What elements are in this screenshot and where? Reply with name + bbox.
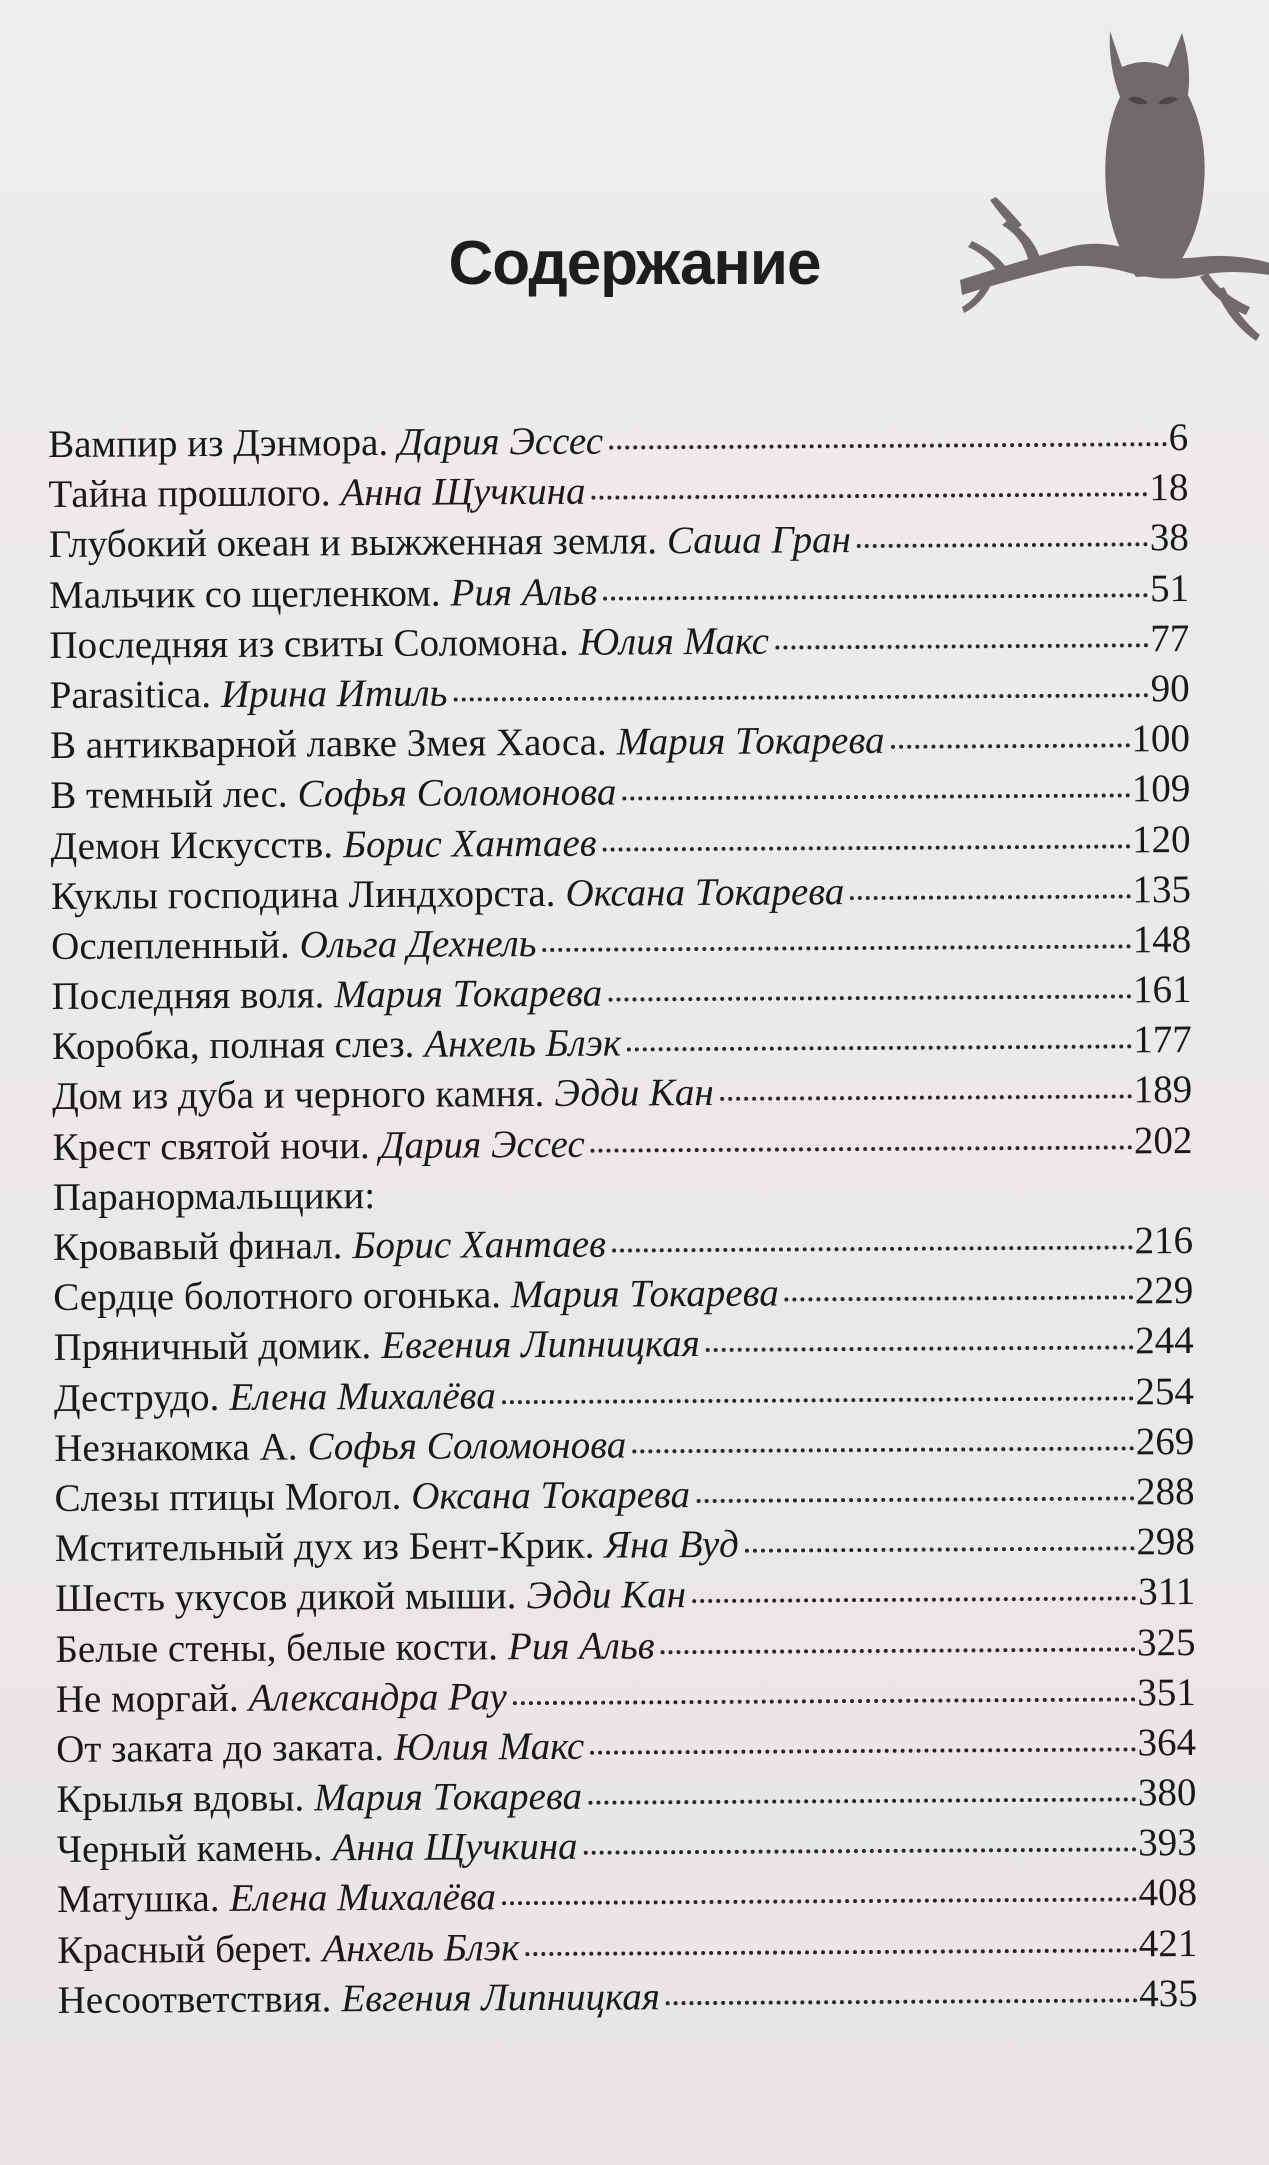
toc-entry	[48, 463, 1188, 520]
dot-leader	[584, 1838, 1137, 1855]
toc-entry-title: Мстительный дух из Бент-Крик.	[54, 1523, 595, 1571]
toc-entry-author: Елена Михалёва	[229, 1875, 497, 1921]
toc-entry-page-number: 325	[1136, 1620, 1196, 1664]
toc-entry-author: Ирина Итиль	[220, 671, 448, 716]
dot-leader	[591, 1135, 1132, 1152]
toc-entry-page-number: 364	[1137, 1720, 1197, 1765]
toc-entry-title: Сердце болотного огонька.	[53, 1273, 502, 1320]
toc-entry-page-number: 120	[1131, 817, 1191, 861]
toc-entry-title: Кровавый финал.	[52, 1224, 343, 1269]
toc-entry-page-number: 351	[1137, 1670, 1196, 1715]
toc-entry-title: Мальчик со щегленком.	[48, 571, 441, 617]
dot-leader	[706, 1336, 1133, 1353]
toc-entry	[57, 1818, 1197, 1875]
dot-leader	[612, 1235, 1133, 1252]
toc-entry-title: Белые стены, белые кости.	[55, 1624, 499, 1671]
toc-entry	[52, 1065, 1192, 1122]
toc-entry-page-number: 288	[1135, 1469, 1195, 1514]
toc-section-label: Паранормальщики:	[52, 1173, 376, 1219]
dot-leader	[502, 1386, 1134, 1404]
toc-entry-author: Мария Токарева	[314, 1774, 583, 1820]
toc-entry	[49, 564, 1189, 621]
dot-leader	[609, 432, 1167, 449]
toc-entry-page-number: 244	[1135, 1319, 1194, 1363]
toc-entry	[57, 1868, 1197, 1925]
toc-entry-page-number: 90	[1150, 666, 1190, 711]
toc-entry-page-number: 51	[1149, 566, 1190, 610]
toc-entry-title: Дом из дуба и черного камня.	[52, 1072, 545, 1119]
toc-entry-author: Софья Соломонова	[307, 1423, 627, 1469]
toc-entry-author: Ольга Дехнель	[299, 921, 537, 967]
dot-leader	[692, 1587, 1136, 1604]
toc-entry-title: Несоответствия.	[57, 1977, 332, 2022]
toc-entry-author: Анна Щучкина	[340, 469, 586, 515]
dot-leader	[622, 784, 1129, 801]
toc-entry-page-number: 77	[1150, 616, 1190, 661]
dot-leader	[696, 1486, 1134, 1503]
toc-entry-author: Елена Михалёва	[229, 1373, 496, 1419]
toc-entry	[56, 1668, 1196, 1725]
toc-entry-page-number: 100	[1131, 717, 1191, 761]
toc-entry-author: Мария Токарева	[616, 719, 885, 764]
dot-leader	[603, 583, 1148, 600]
dot-leader	[590, 1737, 1135, 1754]
toc-entry-page-number: 380	[1137, 1771, 1197, 1815]
toc-entry-title: Куклы господина Линдхорста.	[50, 871, 556, 918]
toc-entry	[53, 1216, 1193, 1273]
toc-entry-author: Евгения Липницкая	[341, 1975, 661, 2021]
toc-entry-title: В темный лес.	[50, 772, 288, 818]
toc-entry-title: В антикварной лавке Змея Хаоса.	[49, 720, 607, 768]
toc-entry-page-number: 229	[1134, 1269, 1194, 1313]
toc-entry-title: Коробка, полная слез.	[51, 1023, 415, 1069]
toc-entry-page-number: 202	[1133, 1118, 1193, 1163]
toc-entry	[56, 1718, 1196, 1775]
dot-leader	[775, 633, 1148, 649]
toc-entry-page-number: 135	[1132, 867, 1192, 912]
toc-entry-author: Мария Токарева	[510, 1271, 779, 1317]
toc-entry-author: Эдди Кан	[554, 1071, 714, 1116]
toc-entry-title: Деструдо.	[53, 1375, 220, 1420]
toc-entry-author: Борис Хантаев	[352, 1222, 607, 1268]
toc-entry-title: Глубокий океан и выжженная земля.	[48, 519, 658, 567]
toc-entry-author: Рия Альв	[450, 570, 598, 615]
toc-entry	[56, 1768, 1196, 1825]
toc-entry-page-number: 177	[1133, 1018, 1192, 1062]
dot-leader	[542, 934, 1130, 952]
toc-entry	[48, 413, 1188, 470]
toc-entry	[55, 1618, 1195, 1675]
toc-entry-page-number: 148	[1132, 917, 1192, 962]
toc-entry-author: Борис Хантаев	[342, 821, 597, 866]
toc-entry-author: Эдди Кан	[526, 1573, 687, 1618]
dot-leader	[661, 1637, 1135, 1654]
dot-leader	[666, 1988, 1137, 2005]
toc-entry-author: Анхель Блэк	[424, 1021, 622, 1066]
toc-entry-author: Оксана Токарева	[411, 1473, 691, 1518]
toc-entry-title: Незнакомка А.	[54, 1425, 298, 1470]
toc-entry-author: Яна Вуд	[604, 1522, 739, 1567]
toc-group-main	[48, 413, 1193, 1173]
toc-entry-title: Крест святой ночи.	[52, 1123, 370, 1169]
toc-entry-title: Демон Искусств.	[50, 822, 334, 868]
toc-entry-title: Parasitica.	[49, 672, 212, 717]
dot-leader	[525, 1938, 1137, 1956]
toc-entry-title: Матушка.	[56, 1877, 220, 1922]
dot-leader	[513, 1687, 1136, 1705]
dot-leader	[632, 1436, 1133, 1453]
toc-entry-title: Ослепленный.	[51, 923, 290, 968]
toc-entry	[53, 1266, 1193, 1323]
toc-entry-page-number: 254	[1135, 1369, 1195, 1413]
toc-entry	[54, 1467, 1194, 1524]
dot-leader	[627, 1035, 1131, 1052]
toc-entry-page-number: 298	[1136, 1520, 1196, 1564]
toc-entry-page-number: 18	[1149, 466, 1189, 510]
toc-entry-page-number: 421	[1138, 1921, 1198, 1965]
toc-entry-title: Крылья вдовы.	[56, 1776, 305, 1822]
toc-entry-page-number: 269	[1135, 1419, 1195, 1464]
toc-entry	[54, 1417, 1194, 1474]
dot-leader	[785, 1286, 1133, 1302]
page-title: Содержание	[448, 229, 821, 298]
toc-entry-page-number: 6	[1168, 416, 1189, 460]
toc-entry-author: Саша Гран	[666, 518, 852, 563]
toc-entry	[54, 1367, 1194, 1424]
toc-entry	[51, 865, 1191, 922]
toc-entry-author: Юлия Макс	[393, 1724, 585, 1769]
toc-entry-title: Слезы птицы Могол.	[54, 1474, 402, 1520]
dot-leader	[603, 834, 1131, 851]
toc-entry-title: От заката до заката.	[55, 1725, 385, 1771]
toc-entry-title: Последняя из свиты Соломона.	[49, 620, 569, 667]
toc-entry	[51, 965, 1191, 1022]
toc-entry-title: Вампир из Дэнмора.	[48, 420, 389, 466]
toc-entry-page-number: 393	[1138, 1821, 1197, 1865]
dot-leader	[891, 734, 1130, 749]
toc-entry	[54, 1316, 1194, 1373]
toc-entry	[50, 714, 1190, 771]
toc-entry	[49, 513, 1189, 570]
dot-leader	[857, 533, 1148, 549]
toc-entry-author: Анхель Блэк	[322, 1925, 520, 1970]
toc-entry-title: Черный камень.	[56, 1826, 323, 1872]
toc-entry	[52, 1015, 1192, 1072]
toc-group-section	[53, 1216, 1198, 2026]
toc-entry-author: Софья Соломонова	[297, 770, 617, 816]
toc-entry-page-number: 216	[1134, 1219, 1194, 1263]
toc-entry-page-number: 161	[1132, 968, 1192, 1012]
toc-entry-author: Евгения Липницкая	[381, 1322, 700, 1368]
toc-entry-page-number: 435	[1139, 1971, 1198, 2016]
toc-entry-author: Дария Эссес	[397, 419, 604, 464]
toc-entry-title: Последняя воля.	[51, 973, 325, 1019]
dot-leader	[453, 683, 1148, 701]
toc-entry	[52, 1116, 1192, 1173]
dot-leader	[591, 482, 1147, 499]
toc-entry-author: Мария Токарева	[334, 971, 603, 1017]
toc-entry	[49, 614, 1189, 671]
toc-entry-title: Красный берет.	[57, 1927, 313, 1972]
toc-entry-author: Юлия Макс	[578, 619, 770, 664]
toc-entry	[51, 915, 1191, 972]
toc-entry	[55, 1517, 1195, 1574]
toc-entry-author: Дария Эссес	[379, 1122, 585, 1167]
toc-entry	[58, 1969, 1198, 2026]
table-of-contents	[48, 413, 1198, 2026]
toc-entry-author: Александра Рау	[248, 1674, 507, 1720]
toc-entry-author: Анна Щучкина	[332, 1825, 578, 1870]
toc-entry-title: Не моргай.	[55, 1676, 239, 1721]
toc-entry-title: Тайна прошлого.	[48, 471, 331, 517]
toc-entry-page-number: 38	[1149, 516, 1189, 560]
toc-entry-page-number: 311	[1137, 1570, 1196, 1614]
dot-leader	[502, 1888, 1137, 1906]
toc-entry	[57, 1919, 1197, 1976]
dot-leader	[745, 1537, 1135, 1553]
dot-leader	[720, 1085, 1132, 1102]
toc-entry-author: Оксана Токарева	[565, 869, 845, 915]
dot-leader	[588, 1787, 1136, 1804]
toc-entry	[55, 1567, 1195, 1624]
toc-entry-page-number: 189	[1133, 1068, 1193, 1112]
toc-entry	[50, 664, 1190, 721]
toc-entry-author: Рия Альв	[507, 1623, 655, 1668]
dot-leader	[850, 884, 1130, 900]
toc-entry-page-number: 109	[1131, 767, 1191, 811]
toc-entry	[50, 764, 1190, 821]
toc-entry	[50, 815, 1190, 872]
dot-leader	[608, 984, 1131, 1001]
toc-entry-page-number: 408	[1138, 1871, 1198, 1915]
toc-entry-title: Пряничный домик.	[53, 1324, 372, 1370]
toc-entry-title: Шесть укусов дикой мыши.	[55, 1574, 517, 1621]
